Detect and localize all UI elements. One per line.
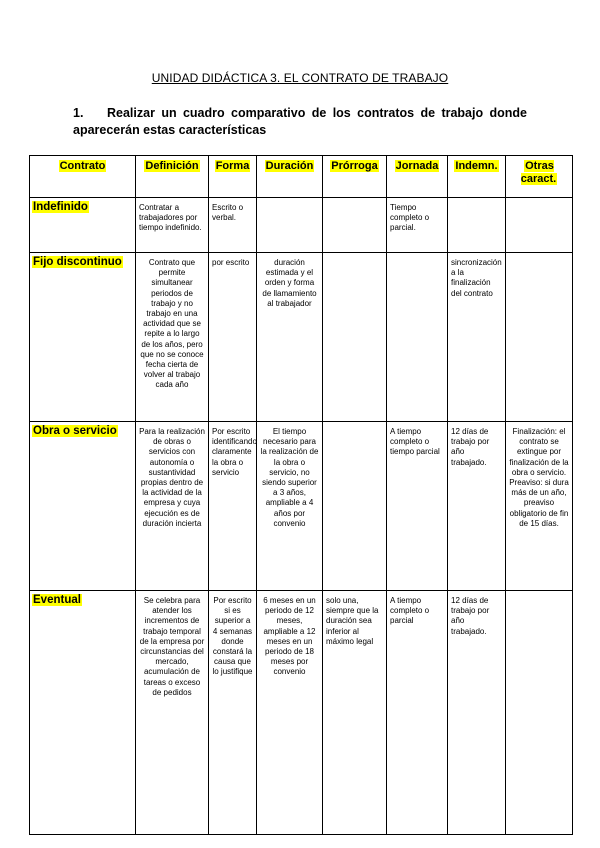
header-otras: Otras caract. (506, 156, 573, 198)
cell-definicion: Se celebra para atender los incrementos de trabajo temporal de la empresa por circunstancias del mercado, acumulación de tareas o exceso de pedidos (136, 591, 209, 835)
cell-definicion: Para la realización de obras o servicios con autonomía o sustantividad propias dentro de la actividad de la empresa y cuya ejecución es de duración incierta (136, 422, 209, 591)
task-number: 1. (73, 106, 84, 120)
task-line-1: 1. Realizar un cuadro comparativo de los contratos de trabajo donde (73, 106, 527, 120)
task-line-2: aparecerán estas características (73, 123, 267, 137)
header-contrato: Contrato (30, 156, 136, 198)
cell-forma: Por escrito identificando claramente la obra o servicio (209, 422, 257, 591)
row-label: Indefinido (30, 198, 136, 253)
cell-definicion: Contrato que permite simultanear periodos de trabajo y no trabajo en una actividad que se repite a lo largo de los años, pero que no se conoce fecha cierta de volver al trabajo cada año (136, 253, 209, 422)
cell-forma: por escrito (209, 253, 257, 422)
document-title: UNIDAD DIDÁCTICA 3. EL CONTRATO DE TRABAJO (151, 71, 449, 85)
cell-duracion: El tiempo necesario para la realización de la obra o servicio, no siendo superior a 3 años, ampliable a 4 años por convenio (257, 422, 323, 591)
row-label: Eventual (30, 591, 136, 835)
cell-prorroga (323, 253, 387, 422)
cell-duracion: 6 meses en un periodo de 12 meses, ampliable a 12 meses en un periodo de 18 meses por convenio (257, 591, 323, 835)
cell-jornada: A tiempo completo o parcial (387, 591, 448, 835)
row-label: Obra o servicio (30, 422, 136, 591)
cell-prorroga (323, 422, 387, 591)
header-row (30, 156, 573, 198)
task-statement (73, 105, 527, 139)
cell-indemn (448, 198, 506, 253)
header-definicion: Definición (136, 156, 209, 198)
cell-forma: Por escrito si es superior a 4 semanas donde constará la causa que lo justifique (209, 591, 257, 835)
table-row (30, 422, 573, 591)
cell-duracion: duración estimada y el orden y forma de llamamiento al trabajador (257, 253, 323, 422)
cell-indemn: 12 días de trabajo por año trabajado. (448, 422, 506, 591)
table-row (30, 198, 573, 253)
header-forma: Forma (209, 156, 257, 198)
cell-indemn: 12 días de trabajo por año trabajado. (448, 591, 506, 835)
header-jornada: Jornada (387, 156, 448, 198)
cell-duracion (257, 198, 323, 253)
cell-indemn: sincronización a la finalización del contrato (448, 253, 506, 422)
cell-prorroga: solo una, siempre que la duración sea inferior al máximo legal (323, 591, 387, 835)
header-prorroga: Prórroga (323, 156, 387, 198)
cell-jornada: Tiempo completo o parcial. (387, 198, 448, 253)
cell-definicion: Contratar a trabajadores por tiempo indefinido. (136, 198, 209, 253)
cell-jornada (387, 253, 448, 422)
cell-otras (506, 591, 573, 835)
row-label: Fijo discontinuo (30, 253, 136, 422)
header-duracion: Duración (257, 156, 323, 198)
comparison-table (29, 155, 573, 835)
cell-forma: Escrito o verbal. (209, 198, 257, 253)
cell-otras (506, 198, 573, 253)
table-row (30, 591, 573, 835)
header-indemn: Indemn. (448, 156, 506, 198)
cell-jornada: A tiempo completo o tiempo parcial (387, 422, 448, 591)
cell-prorroga (323, 198, 387, 253)
table-row (30, 253, 573, 422)
cell-otras: Finalización: el contrato se extingue por finalización de la obra o servicio. Preaviso: si dura más de un año, preaviso obligatorio de fin de 15 días. (506, 422, 573, 591)
cell-otras (506, 253, 573, 422)
